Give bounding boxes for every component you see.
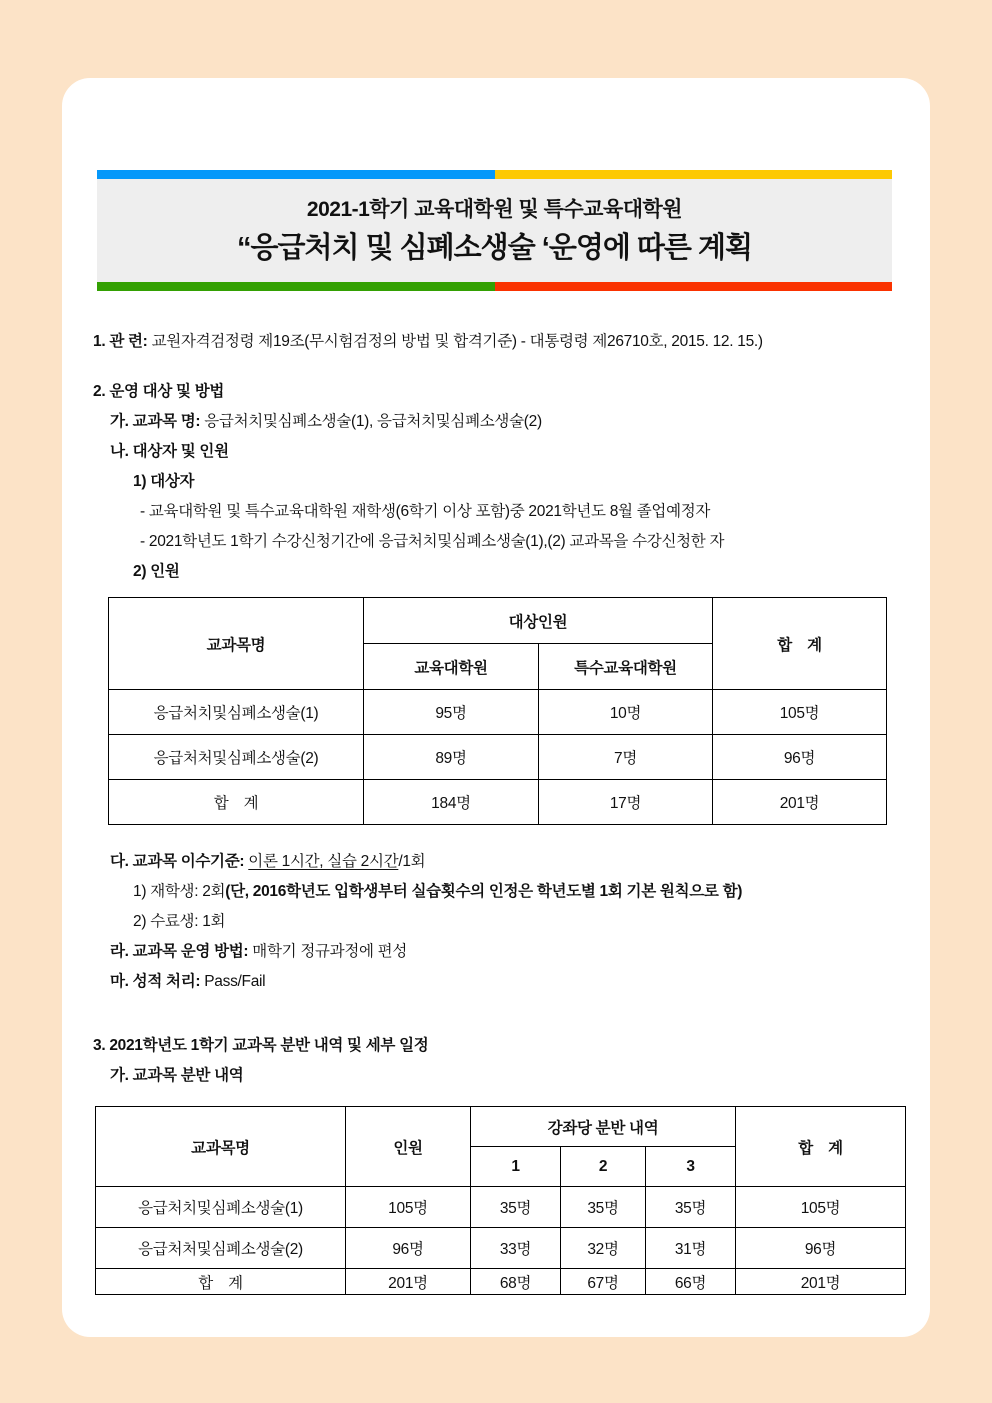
- t2-header-div2: 2: [561, 1147, 646, 1187]
- t1-row-2: [109, 735, 887, 780]
- t2-r1-div3: 35명: [646, 1187, 736, 1228]
- t1-header-target-group: 대상인원: [364, 598, 713, 644]
- section2-ga-text: 응급처치및심폐소생술(1), 응급처치및심폐소생술(2): [200, 413, 542, 430]
- t2-r3-total: 201명: [736, 1269, 906, 1295]
- t2-header-div3: 3: [646, 1147, 736, 1187]
- t2-r3-div2: 67명: [561, 1269, 646, 1295]
- section2-sub1-line1: - 교육대학원 및 특수교육대학원 재학생(6학기 이상 포함)중 2021학년도 8월 졸업예정자: [140, 503, 711, 520]
- t1-r2-total: 96명: [713, 735, 887, 780]
- banner-bottom-bar: [97, 282, 892, 291]
- t2-r2-div1: 33명: [471, 1228, 561, 1269]
- section2-sub1-title: 1) 대상자: [133, 473, 195, 490]
- t2-r2-total: 96명: [736, 1228, 906, 1269]
- title-banner: [97, 170, 892, 291]
- section2-ga-label: 가. 교과목 명:: [110, 413, 201, 430]
- t1-r3-total: 201명: [713, 780, 887, 825]
- section2-item-ra: [93, 937, 904, 967]
- section2-da-underlined: 이론 1시간, 실습 2시간: [248, 853, 399, 870]
- t2-row-total: [96, 1269, 906, 1295]
- t1-r3-special: 17명: [539, 780, 713, 825]
- t2-r1-subject: 응급처치및심폐소생술(1): [96, 1187, 346, 1228]
- t1-r3-grad: 184명: [364, 780, 539, 825]
- banner-top-bar-yellow: [495, 170, 893, 179]
- t2-r2-div2: 32명: [561, 1228, 646, 1269]
- t1-r1-grad: 95명: [364, 690, 539, 735]
- t2-r3-div1: 68명: [471, 1269, 561, 1295]
- t1-r2-subject: 응급처처및심폐소생술(2): [109, 735, 364, 780]
- t1-r2-special: 7명: [539, 735, 713, 780]
- t2-header-total: 합 계: [736, 1107, 906, 1187]
- t2-header-div1: 1: [471, 1147, 561, 1187]
- t2-r3-div3: 66명: [646, 1269, 736, 1295]
- section2-sub1-line2: - 2021학년도 1학기 수강신청기간에 응급처치및심폐소생술(1),(2) 교과목을 수강신청한 자: [140, 533, 725, 550]
- t1-row-total: [109, 780, 887, 825]
- t2-header-count: 인원: [346, 1107, 471, 1187]
- section2-title: 2. 운영 대상 및 방법: [93, 383, 225, 400]
- section2-item-ma: [93, 967, 904, 997]
- t1-header-grad: 교육대학원: [364, 644, 539, 690]
- section3-item-ga: 가. 교과목 분반 내역: [110, 1067, 244, 1084]
- t2-r3-subject: 합 계: [96, 1269, 346, 1295]
- t1-r2-grad: 89명: [364, 735, 539, 780]
- section2-da-sub2: 2) 수료생: 1회: [133, 913, 226, 930]
- t1-r1-total: 105명: [713, 690, 887, 735]
- section3-title: 3. 2021학년도 1학기 교과목 분반 내역 및 세부 일정: [93, 1037, 429, 1054]
- banner-subtitle: 2021-1학기 교육대학원 및 특수교육대학원: [306, 198, 683, 221]
- t2-r2-div3: 31명: [646, 1228, 736, 1269]
- section2-ma-text: Pass/Fail: [200, 973, 266, 990]
- t2-r3-count: 201명: [346, 1269, 471, 1295]
- t1-r1-special: 10명: [539, 690, 713, 735]
- section2-sub2-title: 2) 인원: [133, 563, 180, 580]
- section2-da-sub1-note: (단, 2016학년도 입학생부터 실습횟수의 인정은 학년도별 1회 기본 원칙으로 함): [225, 883, 743, 900]
- target-count-table: [108, 597, 887, 825]
- t2-r2-count: 96명: [346, 1228, 471, 1269]
- t1-header-total: 합 계: [713, 598, 887, 690]
- section2-da-sub1-pre: 1) 재학생: 2회: [133, 883, 226, 900]
- banner-top-bar: [97, 170, 892, 179]
- division-table: [95, 1106, 906, 1295]
- t2-row-2: [96, 1228, 906, 1269]
- banner-bottom-bar-red: [495, 282, 893, 291]
- section2-item-da: [93, 847, 904, 877]
- banner-bottom-bar-green: [97, 282, 495, 291]
- banner-body: [97, 179, 892, 282]
- t2-row-1: [96, 1187, 906, 1228]
- section1-line: [93, 327, 904, 357]
- t2-r1-div1: 35명: [471, 1187, 561, 1228]
- section2-item-na: 나. 대상자 및 인원: [110, 443, 229, 460]
- t2-header-subject: 교과목명: [96, 1107, 346, 1187]
- document-card: [62, 78, 930, 1337]
- section2-da-sub1: [93, 877, 904, 907]
- section2-item-ga: [93, 407, 904, 437]
- section1-label: 1. 관 련:: [93, 333, 148, 350]
- section1-text: 교원자격검정령 제19조(무시험검정의 방법 및 합격기준) - 대통령령 제26710호, 2015. 12. 15.): [147, 333, 763, 350]
- t1-header-subject: 교과목명: [109, 598, 364, 690]
- section2-da-rest: /1회: [398, 853, 426, 870]
- banner-top-bar-blue: [97, 170, 495, 179]
- t1-r1-subject: 응급처치및심폐소생술(1): [109, 690, 364, 735]
- t2-r2-subject: 응급처처및심폐소생술(2): [96, 1228, 346, 1269]
- t2-r1-div2: 35명: [561, 1187, 646, 1228]
- banner-title: “응급처치 및 심폐소생술 ‘운영에 따른 계획: [236, 232, 753, 264]
- section2-da-label: 다. 교과목 이수기준:: [110, 853, 245, 870]
- t1-row-1: [109, 690, 887, 735]
- document-body: [93, 327, 904, 1295]
- t2-r1-count: 105명: [346, 1187, 471, 1228]
- section2-ma-label: 마. 성적 처리:: [110, 973, 201, 990]
- section2-ra-label: 라. 교과목 운영 방법:: [110, 943, 249, 960]
- t1-r3-subject: 합 계: [109, 780, 364, 825]
- t1-header-special: 특수교육대학원: [539, 644, 713, 690]
- t2-header-division-group: 강좌당 분반 내역: [471, 1107, 736, 1147]
- section2-ra-text: 매학기 정규과정에 편성: [248, 943, 408, 960]
- t2-r1-total: 105명: [736, 1187, 906, 1228]
